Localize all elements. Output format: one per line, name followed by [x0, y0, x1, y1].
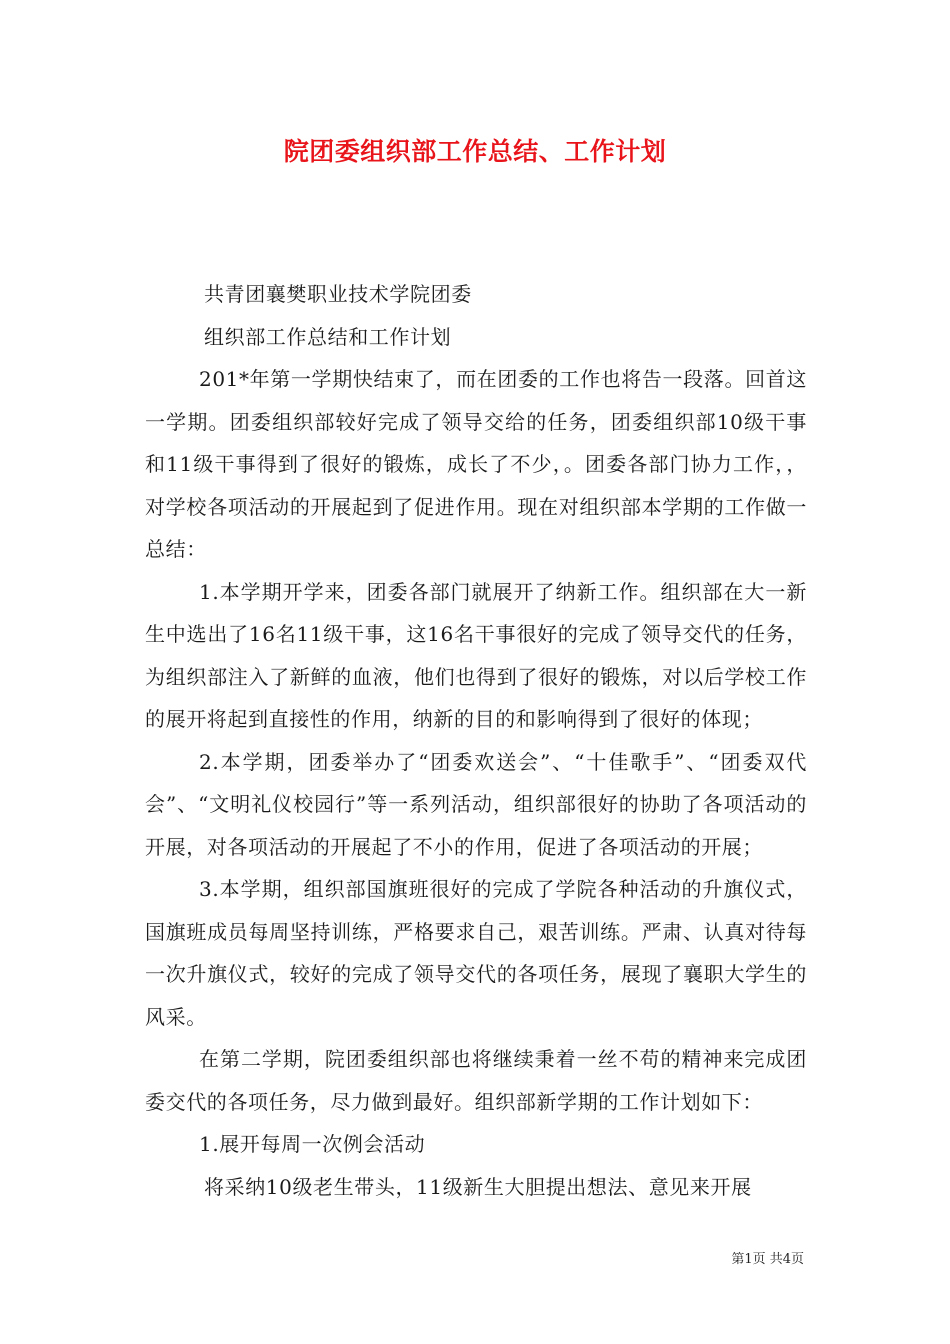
- paragraph-item-3: 3.本学期，组织部国旗班很好的完成了学院各种活动的升旗仪式，国旗班成员每周坚持训练，严格要求自己，艰苦训练。严肃、认真对待每一次升旗仪式，较好的完成了领导交代的各项任务，展现了襄职大学生的风采。: [145, 877, 807, 1029]
- document-body: [145, 273, 807, 1208]
- paragraph-item-1: 1.本学期开学来，团委各部门就展开了纳新工作。组织部在大一新生中选出了16名11级干事，这16名干事很好的完成了领导交代的任务，为组织部注入了新鲜的血液，他们也得到了很好的锻炼，对以后学校工作的展开将起到直接性的作用，纳新的目的和影响得到了很好的体现；: [145, 579, 807, 731]
- paragraph-intro: 201*年第一学期快结束了，而在团委的工作也将告一段落。回首这一学期。团委组织部较好完成了领导交给的任务，团委组织部10级干事和11级干事得到了很好的锻炼，成长了不少，。团委各部门协力工作，，对学校各项活动的开展起到了促进作用。现在对组织部本学期的工作做一总结：: [145, 367, 807, 561]
- paragraph-plan-item-1-detail: 将采纳10级老生带头，11级新生大胆提出想法、意见来开展: [204, 1174, 752, 1199]
- paragraph-subtitle: 组织部工作总结和工作计划: [204, 324, 452, 349]
- paragraph-organization: 共青团襄樊职业技术学院团委: [204, 282, 472, 306]
- document-title: 院团委组织部工作总结、工作计划: [283, 137, 667, 166]
- paragraph-item-2: 2.本学期，团委举办了“团委欢送会”、“十佳歌手”、“团委双代会”、“文明礼仪校园行”等一系列活动，组织部很好的协助了各项活动的开展，对各项活动的开展起了不小的作用，促进了各项活动的开展；: [145, 749, 807, 859]
- paragraph-plan-item-1: 1.展开每周一次例会活动: [199, 1132, 426, 1156]
- page-footer: 第1页 共4页: [731, 1252, 804, 1267]
- paragraph-plan-intro: 在第二学期，院团委组织部也将继续秉着一丝不苟的精神来完成团委交代的各项任务，尽力做到最好。组织部新学期的工作计划如下：: [145, 1047, 807, 1114]
